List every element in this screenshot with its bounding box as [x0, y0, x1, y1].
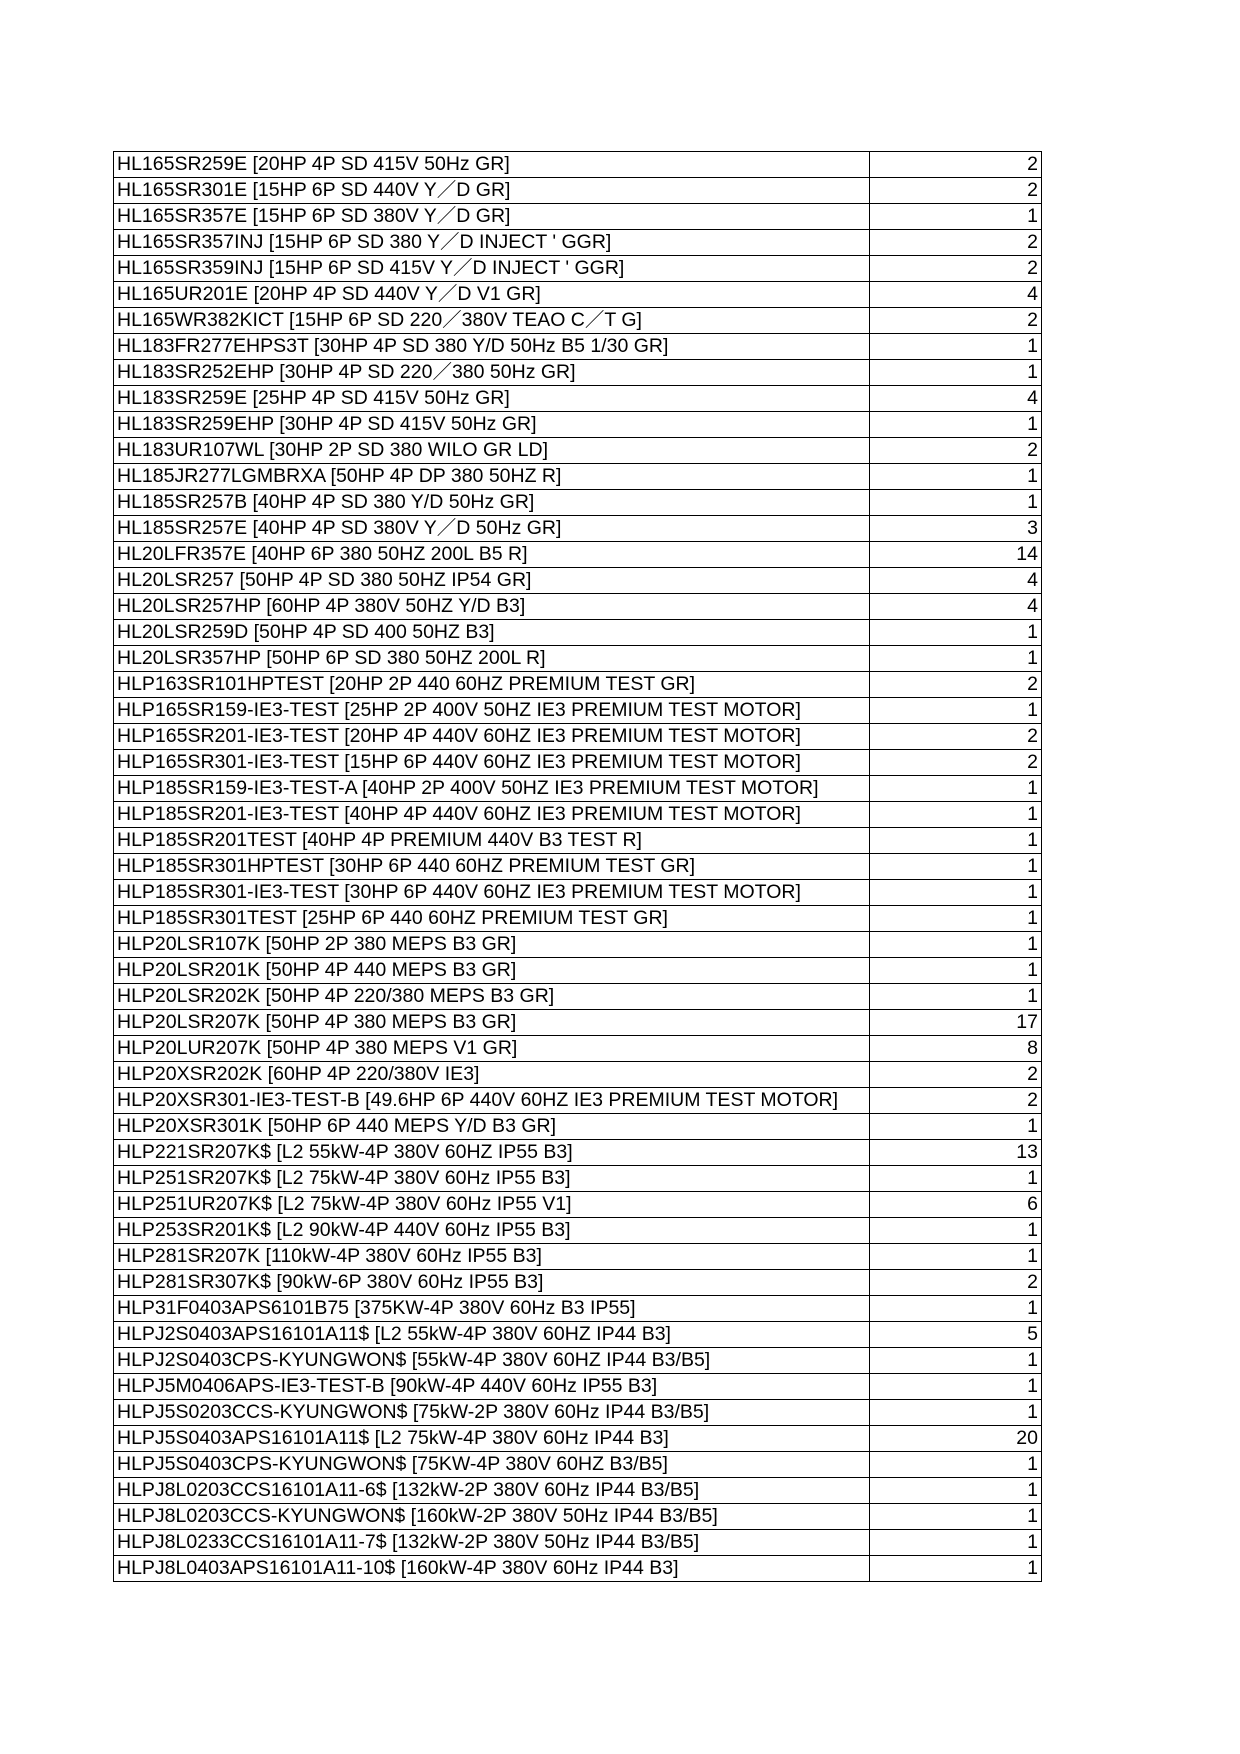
- item-cell: HLP281SR307K$ [90kW-6P 380V 60Hz IP55 B3]: [114, 1270, 870, 1296]
- item-cell: HL20LSR257HP [60HP 4P 380V 50HZ Y/D B3]: [114, 594, 870, 620]
- item-cell: HL20LSR257 [50HP 4P SD 380 50HZ IP54 GR]: [114, 568, 870, 594]
- table-row: [114, 438, 1042, 464]
- quantity-cell: 1: [870, 334, 1042, 360]
- quantity-cell: 1: [870, 1166, 1042, 1192]
- quantity-cell: 5: [870, 1322, 1042, 1348]
- quantity-cell: 4: [870, 568, 1042, 594]
- item-cell: HL183SR259E [25HP 4P SD 415V 50Hz GR]: [114, 386, 870, 412]
- quantity-cell: 1: [870, 906, 1042, 932]
- table-row: [114, 984, 1042, 1010]
- table-row: [114, 1218, 1042, 1244]
- table-row: [114, 1010, 1042, 1036]
- item-cell: HLP185SR201-IE3-TEST [40HP 4P 440V 60HZ IE3 PREMIUM TEST MOTOR]: [114, 802, 870, 828]
- item-cell: HLP251SR207K$ [L2 75kW-4P 380V 60Hz IP55 B3]: [114, 1166, 870, 1192]
- item-cell: HL20LSR259D [50HP 4P SD 400 50HZ B3]: [114, 620, 870, 646]
- table-row: [114, 724, 1042, 750]
- table-row: [114, 1452, 1042, 1478]
- quantity-cell: 1: [870, 1556, 1042, 1582]
- table-row: [114, 386, 1042, 412]
- item-cell: HL185JR277LGMBRXA [50HP 4P DP 380 50HZ R]: [114, 464, 870, 490]
- table-row: [114, 412, 1042, 438]
- table-row: [114, 1192, 1042, 1218]
- table-row: [114, 594, 1042, 620]
- item-cell: HLP20LSR202K [50HP 4P 220/380 MEPS B3 GR]: [114, 984, 870, 1010]
- quantity-cell: 3: [870, 516, 1042, 542]
- item-cell: HL165SR301E [15HP 6P SD 440V Y／D GR]: [114, 178, 870, 204]
- item-cell: HL165UR201E [20HP 4P SD 440V Y／D V1 GR]: [114, 282, 870, 308]
- quantity-cell: 2: [870, 438, 1042, 464]
- quantity-cell: 1: [870, 1452, 1042, 1478]
- quantity-cell: 1: [870, 1218, 1042, 1244]
- table-row: [114, 906, 1042, 932]
- quantity-cell: 2: [870, 1088, 1042, 1114]
- table-row: [114, 308, 1042, 334]
- table-row: [114, 1140, 1042, 1166]
- table-row: [114, 1426, 1042, 1452]
- item-cell: HLP185SR301TEST [25HP 6P 440 60HZ PREMIUM TEST GR]: [114, 906, 870, 932]
- table-row: [114, 334, 1042, 360]
- table-row: [114, 828, 1042, 854]
- table-row: [114, 464, 1042, 490]
- item-cell: HLP185SR301HPTEST [30HP 6P 440 60HZ PREMIUM TEST GR]: [114, 854, 870, 880]
- table-row: [114, 490, 1042, 516]
- item-cell: HL183SR252EHP [30HP 4P SD 220／380 50Hz GR]: [114, 360, 870, 386]
- quantity-cell: 2: [870, 672, 1042, 698]
- item-cell: HLP20XSR301K [50HP 6P 440 MEPS Y/D B3 GR]: [114, 1114, 870, 1140]
- item-cell: HL185SR257B [40HP 4P SD 380 Y/D 50Hz GR]: [114, 490, 870, 516]
- item-cell: HLP20XSR202K [60HP 4P 220/380V IE3]: [114, 1062, 870, 1088]
- table-row: [114, 178, 1042, 204]
- item-cell: HLP165SR201-IE3-TEST [20HP 4P 440V 60HZ IE3 PREMIUM TEST MOTOR]: [114, 724, 870, 750]
- table-row: [114, 646, 1042, 672]
- quantity-cell: 2: [870, 1270, 1042, 1296]
- quantity-cell: 2: [870, 750, 1042, 776]
- table-row: [114, 698, 1042, 724]
- item-cell: HLP251UR207K$ [L2 75kW-4P 380V 60Hz IP55 V1]: [114, 1192, 870, 1218]
- quantity-cell: 17: [870, 1010, 1042, 1036]
- table-row: [114, 1270, 1042, 1296]
- item-cell: HLPJ5S0403APS16101A11$ [L2 75kW-4P 380V 60Hz IP44 B3]: [114, 1426, 870, 1452]
- item-cell: HLP31F0403APS6101B75 [375KW-4P 380V 60Hz B3 IP55]: [114, 1296, 870, 1322]
- quantity-cell: 1: [870, 490, 1042, 516]
- item-cell: HLPJ5S0403CPS-KYUNGWON$ [75KW-4P 380V 60HZ B3/B5]: [114, 1452, 870, 1478]
- quantity-cell: 1: [870, 984, 1042, 1010]
- item-cell: HLP20LSR207K [50HP 4P 380 MEPS B3 GR]: [114, 1010, 870, 1036]
- quantity-cell: 1: [870, 698, 1042, 724]
- quantity-cell: 2: [870, 152, 1042, 178]
- quantity-cell: 1: [870, 802, 1042, 828]
- table-row: [114, 1348, 1042, 1374]
- quantity-cell: 14: [870, 542, 1042, 568]
- quantity-cell: 2: [870, 1062, 1042, 1088]
- table-row: [114, 776, 1042, 802]
- quantity-cell: 8: [870, 1036, 1042, 1062]
- quantity-cell: 4: [870, 282, 1042, 308]
- item-cell: HLP20LUR207K [50HP 4P 380 MEPS V1 GR]: [114, 1036, 870, 1062]
- quantity-cell: 6: [870, 1192, 1042, 1218]
- quantity-cell: 1: [870, 1296, 1042, 1322]
- item-cell: HLPJ8L0203CCS-KYUNGWON$ [160kW-2P 380V 50Hz IP44 B3/B5]: [114, 1504, 870, 1530]
- table-row: [114, 1374, 1042, 1400]
- item-cell: HLP20XSR301-IE3-TEST-B [49.6HP 6P 440V 60HZ IE3 PREMIUM TEST MOTOR]: [114, 1088, 870, 1114]
- item-cell: HLP185SR201TEST [40HP 4P PREMIUM 440V B3 TEST R]: [114, 828, 870, 854]
- quantity-cell: 1: [870, 1374, 1042, 1400]
- table-row: [114, 1478, 1042, 1504]
- table-row: [114, 802, 1042, 828]
- quantity-cell: 1: [870, 1348, 1042, 1374]
- quantity-cell: 1: [870, 1114, 1042, 1140]
- quantity-cell: 1: [870, 776, 1042, 802]
- item-cell: HLPJ5S0203CCS-KYUNGWON$ [75kW-2P 380V 60Hz IP44 B3/B5]: [114, 1400, 870, 1426]
- quantity-cell: 1: [870, 828, 1042, 854]
- item-cell: HL165SR359INJ [15HP 6P SD 415V Y／D INJECT ' GGR]: [114, 256, 870, 282]
- item-cell: HLP165SR301-IE3-TEST [15HP 6P 440V 60HZ IE3 PREMIUM TEST MOTOR]: [114, 750, 870, 776]
- table-row: [114, 1504, 1042, 1530]
- quantity-cell: 4: [870, 386, 1042, 412]
- quantity-cell: 1: [870, 620, 1042, 646]
- table-row: [114, 1244, 1042, 1270]
- quantity-cell: 1: [870, 854, 1042, 880]
- quantity-cell: 1: [870, 646, 1042, 672]
- table-row: [114, 1036, 1042, 1062]
- table-row: [114, 958, 1042, 984]
- table-row: [114, 256, 1042, 282]
- item-cell: HLP165SR159-IE3-TEST [25HP 2P 400V 50HZ IE3 PREMIUM TEST MOTOR]: [114, 698, 870, 724]
- item-cell: HLPJ8L0233CCS16101A11-7$ [132kW-2P 380V 50Hz IP44 B3/B5]: [114, 1530, 870, 1556]
- item-cell: HL185SR257E [40HP 4P SD 380V Y／D 50Hz GR]: [114, 516, 870, 542]
- item-cell: HL165SR357E [15HP 6P SD 380V Y／D GR]: [114, 204, 870, 230]
- quantity-cell: 1: [870, 1244, 1042, 1270]
- quantity-cell: 1: [870, 880, 1042, 906]
- quantity-cell: 13: [870, 1140, 1042, 1166]
- item-cell: HLP185SR159-IE3-TEST-A [40HP 2P 400V 50HZ IE3 PREMIUM TEST MOTOR]: [114, 776, 870, 802]
- item-cell: HLP221SR207K$ [L2 55kW-4P 380V 60HZ IP55 B3]: [114, 1140, 870, 1166]
- quantity-cell: 1: [870, 412, 1042, 438]
- quantity-cell: 1: [870, 204, 1042, 230]
- table-row: [114, 672, 1042, 698]
- table-row: [114, 1062, 1042, 1088]
- table-row: [114, 750, 1042, 776]
- table-row: [114, 1530, 1042, 1556]
- table-row: [114, 542, 1042, 568]
- quantity-cell: 1: [870, 1504, 1042, 1530]
- quantity-cell: 2: [870, 724, 1042, 750]
- quantity-cell: 2: [870, 256, 1042, 282]
- quantity-cell: 2: [870, 230, 1042, 256]
- inventory-table-body: [114, 152, 1042, 1582]
- table-row: [114, 516, 1042, 542]
- item-cell: HL183FR277EHPS3T [30HP 4P SD 380 Y/D 50Hz B5 1/30 GR]: [114, 334, 870, 360]
- table-row: [114, 854, 1042, 880]
- item-cell: HLPJ2S0403APS16101A11$ [L2 55kW-4P 380V 60HZ IP44 B3]: [114, 1322, 870, 1348]
- item-cell: HLP185SR301-IE3-TEST [30HP 6P 440V 60HZ IE3 PREMIUM TEST MOTOR]: [114, 880, 870, 906]
- table-row: [114, 204, 1042, 230]
- quantity-cell: 2: [870, 178, 1042, 204]
- quantity-cell: 1: [870, 1478, 1042, 1504]
- table-row: [114, 282, 1042, 308]
- table-row: [114, 1322, 1042, 1348]
- table-row: [114, 1114, 1042, 1140]
- quantity-cell: 2: [870, 308, 1042, 334]
- item-cell: HLP281SR207K [110kW-4P 380V 60Hz IP55 B3]: [114, 1244, 870, 1270]
- quantity-cell: 4: [870, 594, 1042, 620]
- table-row: [114, 880, 1042, 906]
- item-cell: HL20LSR357HP [50HP 6P SD 380 50HZ 200L R]: [114, 646, 870, 672]
- table-row: [114, 1556, 1042, 1582]
- item-cell: HLP20LSR107K [50HP 2P 380 MEPS B3 GR]: [114, 932, 870, 958]
- item-cell: HL20LFR357E [40HP 6P 380 50HZ 200L B5 R]: [114, 542, 870, 568]
- item-cell: HL183UR107WL [30HP 2P SD 380 WILO GR LD]: [114, 438, 870, 464]
- item-cell: HLPJ2S0403CPS-KYUNGWON$ [55kW-4P 380V 60HZ IP44 B3/B5]: [114, 1348, 870, 1374]
- table-row: [114, 568, 1042, 594]
- table-row: [114, 1400, 1042, 1426]
- item-cell: HLP20LSR201K [50HP 4P 440 MEPS B3 GR]: [114, 958, 870, 984]
- quantity-cell: 1: [870, 958, 1042, 984]
- item-cell: HLP163SR101HPTEST [20HP 2P 440 60HZ PREMIUM TEST GR]: [114, 672, 870, 698]
- item-cell: HL165SR259E [20HP 4P SD 415V 50Hz GR]: [114, 152, 870, 178]
- table-row: [114, 230, 1042, 256]
- quantity-cell: 1: [870, 932, 1042, 958]
- table-row: [114, 152, 1042, 178]
- table-row: [114, 620, 1042, 646]
- table-row: [114, 1166, 1042, 1192]
- item-cell: HL165SR357INJ [15HP 6P SD 380 Y／D INJECT ' GGR]: [114, 230, 870, 256]
- quantity-cell: 1: [870, 1400, 1042, 1426]
- quantity-cell: 20: [870, 1426, 1042, 1452]
- item-cell: HLPJ8L0403APS16101A11-10$ [160kW-4P 380V 60Hz IP44 B3]: [114, 1556, 870, 1582]
- quantity-cell: 1: [870, 360, 1042, 386]
- item-cell: HL183SR259EHP [30HP 4P SD 415V 50Hz GR]: [114, 412, 870, 438]
- inventory-table: [113, 151, 1042, 1582]
- item-cell: HLPJ8L0203CCS16101A11-6$ [132kW-2P 380V 60Hz IP44 B3/B5]: [114, 1478, 870, 1504]
- table-row: [114, 1296, 1042, 1322]
- table-row: [114, 1088, 1042, 1114]
- item-cell: HL165WR382KICT [15HP 6P SD 220／380V TEAO C／T G]: [114, 308, 870, 334]
- item-cell: HLPJ5M0406APS-IE3-TEST-B [90kW-4P 440V 60Hz IP55 B3]: [114, 1374, 870, 1400]
- table-row: [114, 360, 1042, 386]
- quantity-cell: 1: [870, 464, 1042, 490]
- item-cell: HLP253SR201K$ [L2 90kW-4P 440V 60Hz IP55 B3]: [114, 1218, 870, 1244]
- table-row: [114, 932, 1042, 958]
- quantity-cell: 1: [870, 1530, 1042, 1556]
